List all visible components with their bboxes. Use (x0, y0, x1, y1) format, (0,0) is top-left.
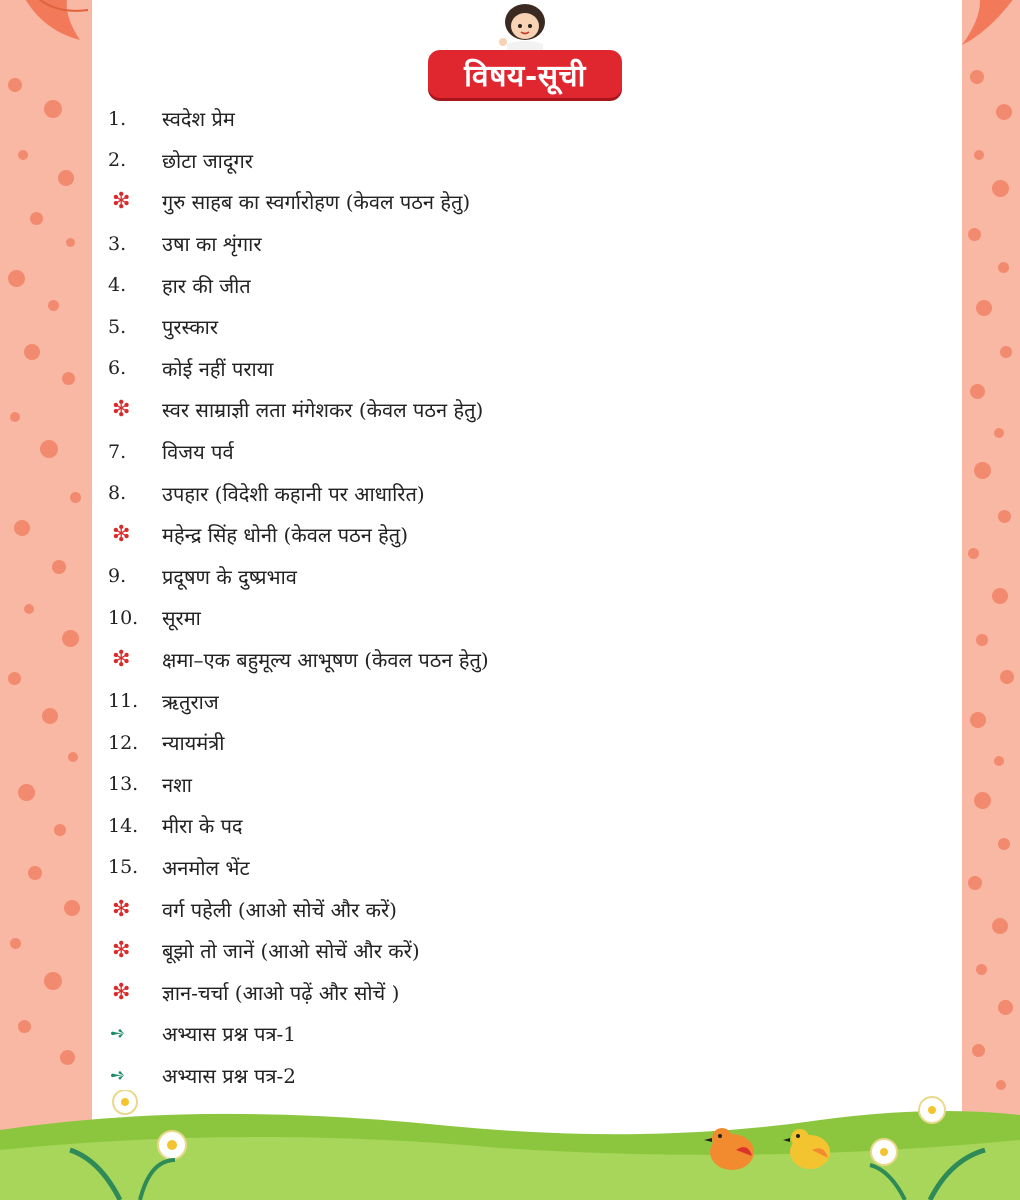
contents-list (108, 98, 828, 1096)
list-item (108, 805, 828, 847)
list-item (108, 306, 828, 348)
list-item (108, 514, 828, 556)
item-number: 2. (108, 149, 127, 172)
item-title: सूरमा (162, 606, 201, 631)
arrow-bullet-icon: ➺ (110, 1064, 126, 1086)
item-title: गुरु साहब का स्वर्गारोहण (केवल पठन हेतु) (162, 190, 471, 215)
list-item (108, 888, 828, 930)
item-number: 14. (108, 814, 139, 837)
list-item (108, 971, 828, 1013)
item-title: कोई नहीं पराया (162, 356, 274, 381)
item-number: 13. (108, 773, 139, 796)
item-title: स्वर साम्राज्ञी लता मंगेशकर (केवल पठन हेतु) (162, 398, 484, 423)
right-polka-border (962, 0, 1020, 1200)
list-item (108, 348, 828, 390)
item-number: 4. (108, 274, 127, 297)
item-title: पुरस्कार (162, 315, 219, 340)
list-item (108, 431, 828, 473)
leaf-decoration-icon (962, 0, 1020, 60)
list-item (108, 98, 828, 140)
left-polka-border (0, 0, 92, 1200)
list-item (108, 680, 828, 722)
list-item (108, 140, 828, 182)
title-banner (428, 50, 622, 98)
list-item (108, 764, 828, 806)
list-item (108, 556, 828, 598)
item-title: विजय पर्व (162, 440, 234, 465)
item-title: क्षमा–एक बहुमूल्य आभूषण (केवल पठन हेतु) (162, 648, 489, 673)
item-title: नशा (162, 772, 192, 797)
item-number: 8. (108, 482, 127, 505)
list-item (108, 639, 828, 681)
grass-footer-illustration (0, 1090, 1020, 1200)
item-title: उषा का शृंगार (162, 232, 262, 257)
list-item (108, 930, 828, 972)
item-number: 1. (108, 107, 127, 130)
list-item (108, 181, 828, 223)
star-bullet-icon: ❇ (112, 896, 131, 922)
item-number: 3. (108, 232, 127, 255)
item-title: मीरा के पद (162, 814, 243, 839)
list-item (108, 223, 828, 265)
item-title: अभ्यास प्रश्न पत्र-1 (162, 1022, 297, 1047)
item-number: 10. (108, 606, 139, 629)
item-title: स्वदेश प्रेम (162, 107, 235, 132)
item-title: छोटा जादूगर (162, 148, 253, 173)
item-title: अभ्यास प्रश्न पत्र-2 (162, 1063, 297, 1088)
item-number: 7. (108, 440, 127, 463)
item-title: ज्ञान-चर्चा (आओ पढ़ें और सोचें ) (162, 980, 400, 1005)
item-number: 6. (108, 357, 127, 380)
list-item (108, 389, 828, 431)
star-bullet-icon: ❇ (112, 522, 131, 548)
item-title: हार की जीत (162, 273, 251, 298)
leaf-decoration-icon (10, 0, 92, 60)
list-item (108, 472, 828, 514)
star-bullet-icon: ❇ (112, 979, 131, 1005)
item-title: वर्ग पहेली (आओ सोचें और करें) (162, 897, 397, 922)
item-number: 9. (108, 565, 127, 588)
item-title: प्रदूषण के दुष्प्रभाव (162, 564, 297, 589)
item-title: उपहार (विदेशी कहानी पर आधारित) (162, 481, 425, 506)
star-bullet-icon: ❇ (112, 397, 131, 423)
girl-illustration-icon (497, 2, 553, 54)
item-number: 11. (108, 690, 139, 713)
item-title: ऋतुराज (162, 689, 219, 714)
list-item (108, 264, 828, 306)
arrow-bullet-icon: ➺ (110, 1023, 126, 1045)
item-number: 15. (108, 856, 139, 879)
item-title: महेन्द्र सिंह धोनी (केवल पठन हेतु) (162, 523, 408, 548)
item-number: 5. (108, 315, 127, 338)
item-title: न्यायमंत्री (162, 731, 225, 756)
item-title: बूझो तो जानें (आओ सोचें और करें) (162, 939, 420, 964)
list-item (108, 847, 828, 889)
star-bullet-icon: ❇ (112, 938, 131, 964)
item-title: अनमोल भेंट (162, 855, 250, 880)
star-bullet-icon: ❇ (112, 647, 131, 673)
page-title: विषय-सूची (464, 58, 586, 94)
list-item (108, 722, 828, 764)
list-item (108, 597, 828, 639)
item-number: 12. (108, 731, 139, 754)
list-item (108, 1013, 828, 1055)
star-bullet-icon: ❇ (112, 189, 131, 215)
